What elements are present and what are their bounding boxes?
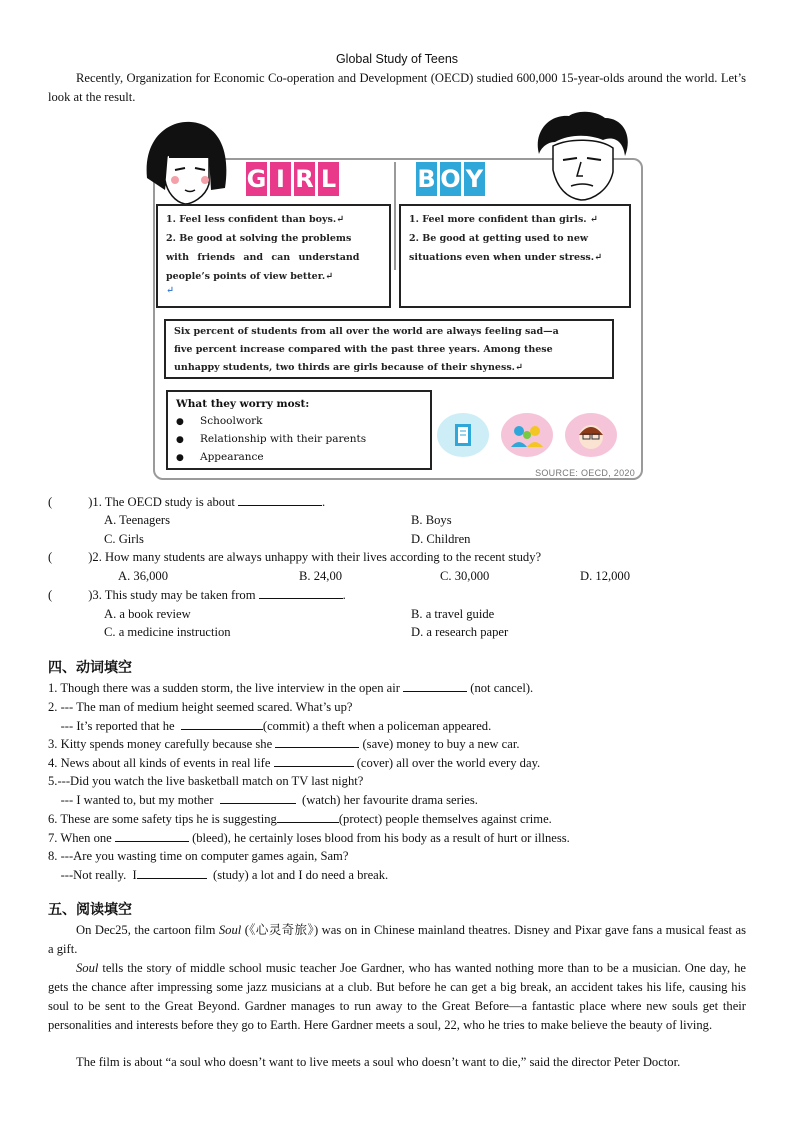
girl-line: ↵ — [166, 285, 174, 296]
option[interactable]: D. 12,000 — [580, 569, 631, 583]
option[interactable]: B. 24,00 — [299, 569, 343, 583]
exercise-line — [48, 847, 348, 865]
six-percent-line: Six percent of students from all over the world are always feeling sad—a — [174, 326, 559, 337]
answer-blank[interactable] — [275, 735, 359, 748]
six-percent-line: unhappy students, two thirds are girls because of their shyness.↵ — [174, 362, 523, 373]
boy-letter: Y — [464, 162, 485, 196]
exercise-text: (commit) a theft when a policeman appeared. — [262, 719, 492, 733]
boy-face-icon — [529, 110, 633, 202]
boy-letter: B — [416, 162, 437, 196]
exercise-line — [48, 791, 478, 809]
exercise-text: 3. Kitty spends money carefully because she — [48, 737, 276, 751]
girl-letter: L — [318, 162, 339, 196]
answer-blank[interactable] — [274, 754, 354, 767]
bracket-close: ) — [88, 550, 93, 564]
bracket-close: ) — [88, 588, 93, 602]
question-1 — [48, 493, 325, 511]
exercise-text: 1. Though there was a sudden storm, the live interview in the open air — [48, 681, 404, 695]
film-title: Soul — [76, 961, 99, 975]
question-stem: 1. The OECD study is about — [92, 495, 239, 509]
option[interactable]: D. Children — [411, 532, 471, 546]
paragraph-text: tells the story of middle school music teacher Joe Gardner, who has wanted nothing more than to be a musician. One day, he gets the chance after impressing some jazz musicians at a club. But before he can get a big break, an accident takes his life, causing his soul to be sent to the Great Beyond. Gardner manages to run away to the Great Before—a fantastic place where new souls get their personalities and interests before they go to Earth. Here Gardner meets a soul, 22, who he tries to make believe the beauty of living. — [48, 961, 746, 1032]
paragraph-text: On Dec25, the cartoon film — [76, 923, 219, 937]
answer-blank[interactable] — [137, 866, 207, 879]
reading-paragraph — [48, 959, 746, 1035]
question-stem: 2. How many students are always unhappy with their lives according to the recent study? — [92, 550, 542, 564]
exercise-line — [48, 754, 540, 772]
exercise-text: 6. These are some safety tips he is suggesting — [48, 812, 277, 826]
answer-blank[interactable] — [403, 679, 467, 692]
boy-line: 1. Feel more confident than girls. ↵ — [409, 214, 598, 225]
worry-item: ● Schoolwork — [176, 413, 422, 431]
girl-title — [246, 162, 342, 196]
paragraph-text: (《心灵奇旅》) was on in Chinese mainland theatres. Disney and Pixar gave fans a musical feast as a gift. — [48, 923, 747, 956]
boy-line: situations even when under stress.↵ — [409, 252, 603, 263]
page-title: Global Study of Teens — [335, 52, 459, 66]
exercise-text: (protect) people themselves against crime. — [338, 812, 552, 826]
girl-line: 1. Feel less confident than boys.↵ — [166, 214, 345, 225]
exercise-text: (watch) her favourite drama series. — [295, 793, 478, 807]
exercise-text: (study) a lot and I do need a break. — [206, 868, 389, 882]
worry-item: ● Appearance — [176, 449, 422, 467]
bracket-close: ) — [88, 495, 93, 509]
option[interactable]: C. Girls — [104, 532, 144, 546]
source-label: SOURCE: OECD, 2020 — [535, 468, 635, 478]
girl-letter: G — [246, 162, 267, 196]
girl-line: 2. Be good at solving the problems — [166, 233, 352, 244]
exercise-line — [48, 772, 363, 790]
option[interactable]: D. a research paper — [411, 625, 509, 639]
six-percent-box — [164, 319, 614, 379]
answer-blank[interactable] — [277, 810, 339, 823]
exercise-line — [48, 866, 388, 884]
intro-paragraph: Recently, Organization for Economic Co-operation and Development (OECD) studied 600,000 15-year-olds around the world. Let’s look at the result. — [48, 71, 746, 104]
exercise-text: ---Not really. I — [48, 868, 137, 882]
exercise-line — [48, 810, 552, 828]
option[interactable]: A. a book review — [104, 607, 191, 621]
book-icon — [437, 413, 489, 457]
answer-blank[interactable] — [259, 586, 343, 599]
question-2 — [48, 548, 541, 566]
exercise-line — [48, 829, 570, 847]
boy-box — [399, 204, 631, 308]
exercise-text: --- It’s reported that he — [48, 719, 181, 733]
exercise-text: 8. ---Are you wasting time on computer games again, Sam? — [48, 849, 349, 863]
exercise-text: (bleed), he certainly loses blood from his body as a result of hurt or illness. — [188, 831, 570, 845]
answer-blank[interactable] — [238, 493, 322, 506]
reading-paragraph — [48, 921, 746, 959]
question-stem: 3. This study may be taken from — [92, 588, 259, 602]
girl-face-icon — [139, 118, 231, 206]
six-percent-line: five percent increase compared with the past three years. Among these — [174, 344, 553, 355]
section-5-heading: 五、阅读填空 — [48, 902, 132, 918]
section-4-heading: 四、动词填空 — [48, 660, 132, 676]
girl-line: people’s points of view better.↵ — [166, 271, 334, 282]
reading-paragraph: The film is about “a soul who doesn’t want to live meets a soul who doesn’t want to die,” said the director Peter Doctor. — [76, 1055, 681, 1069]
option[interactable]: B. Boys — [411, 513, 452, 527]
option[interactable]: C. a medicine instruction — [104, 625, 231, 639]
exercise-text: 2. --- The man of medium height seemed scared. What’s up? — [48, 700, 353, 714]
boy-letter: O — [440, 162, 461, 196]
option[interactable]: A. Teenagers — [104, 513, 171, 527]
exercise-text: (save) money to buy a new car. — [359, 737, 520, 751]
bracket-open: ( — [48, 495, 53, 509]
divider — [394, 162, 396, 270]
answer-blank[interactable] — [115, 829, 189, 842]
boy-title — [416, 162, 488, 196]
exercise-line — [48, 735, 520, 753]
exercise-text: (not cancel). — [467, 681, 534, 695]
option[interactable]: A. 36,000 — [118, 569, 169, 583]
girl-box — [156, 204, 391, 308]
bracket-open: ( — [48, 550, 53, 564]
answer-blank[interactable] — [220, 791, 296, 804]
boy-line: 2. Be good at getting used to new — [409, 233, 589, 244]
exercise-text: 4. News about all kinds of events in real life — [48, 756, 274, 770]
infographic — [153, 118, 643, 484]
worry-heading: What they worry most: — [176, 398, 310, 410]
film-title: Soul — [218, 923, 242, 937]
option[interactable]: C. 30,000 — [440, 569, 490, 583]
girl-letter: I — [270, 162, 291, 196]
girl-line: with friends and can understand — [166, 252, 360, 263]
question-end: . — [342, 588, 346, 602]
worry-item: ● Relationship with their parents — [176, 431, 422, 449]
exercise-text: --- I wanted to, but my mother — [48, 793, 220, 807]
face-icon — [565, 413, 617, 457]
girl-letter: R — [294, 162, 315, 196]
option[interactable]: B. a travel guide — [411, 607, 495, 621]
bracket-open: ( — [48, 588, 53, 602]
family-icon — [501, 413, 553, 457]
exercise-text: 7. When one — [48, 831, 115, 845]
exercise-line — [48, 698, 353, 716]
question-end: . — [322, 495, 326, 509]
exercise-text: (cover) all over the world every day. — [353, 756, 541, 770]
question-3 — [48, 586, 346, 604]
exercise-line — [48, 717, 491, 735]
exercise-text: 5.---Did you watch the live basketball match on TV last night? — [48, 774, 364, 788]
answer-blank[interactable] — [181, 717, 263, 730]
exercise-line — [48, 679, 533, 697]
worry-box — [166, 390, 432, 470]
